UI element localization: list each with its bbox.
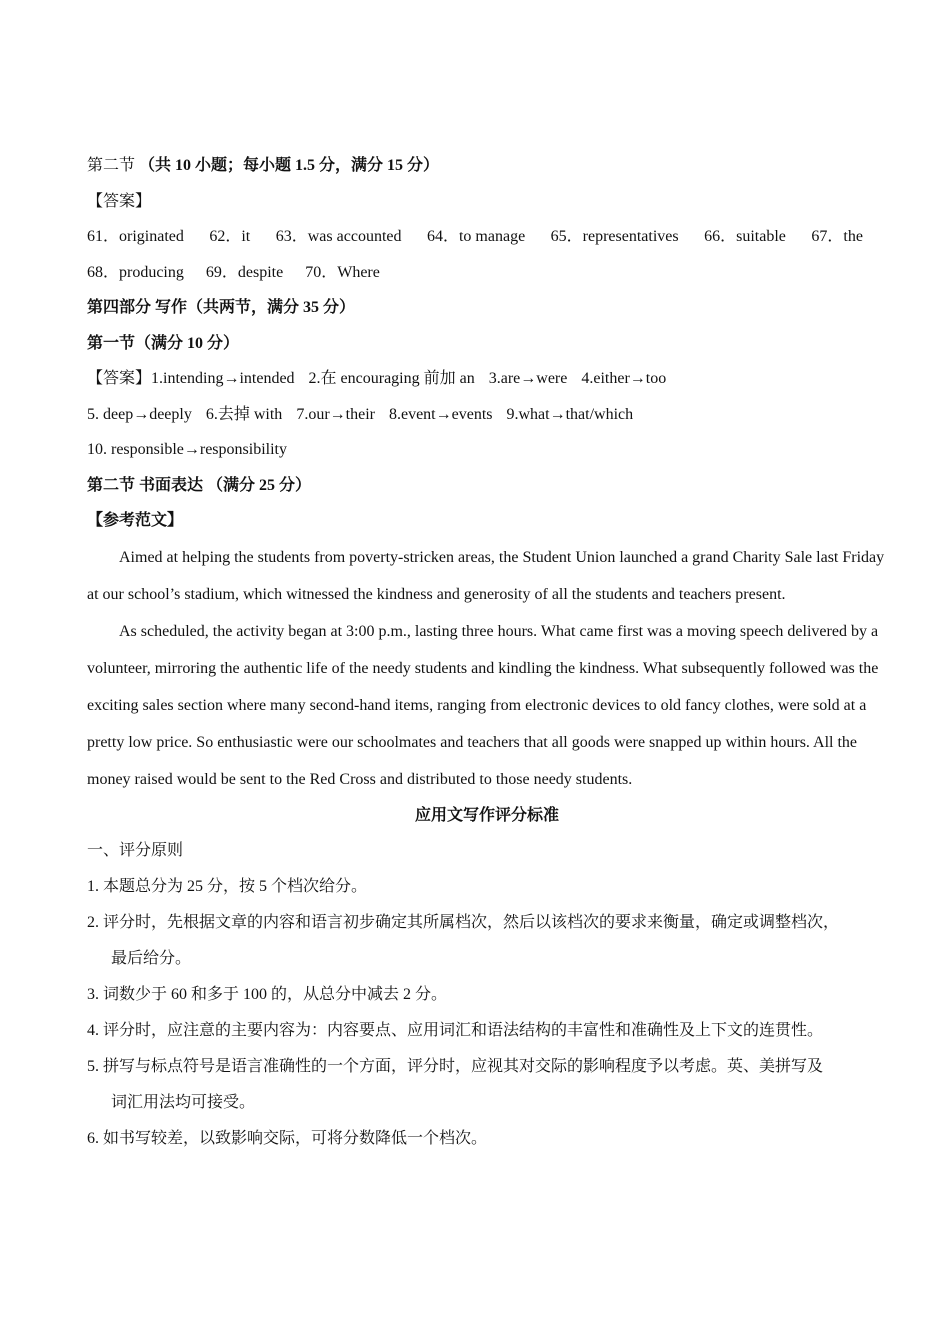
- correction-item: 8.event→events: [388, 405, 493, 423]
- document-page: [87, 148, 887, 1157]
- part4-sec1-title: 第一节（满分 10 分）: [87, 334, 240, 352]
- correction-item: 6.去掉 with: [205, 405, 283, 423]
- corrections-answer-label: 【答案】: [87, 370, 152, 387]
- correction-item: 7.our→their: [296, 405, 375, 423]
- criteria-item-3: 3. 词数少于 60 和多于 100 的，从总分中减去 2 分。: [87, 985, 448, 1003]
- answers-row-2: [87, 255, 887, 291]
- correction-item: 4.either→too: [581, 370, 667, 387]
- answer-item: 70．Where: [305, 263, 380, 281]
- criteria-item-5: 5. 拼写与标点符号是语言准确性的一个方面，评分时，应视其对交际的影响程度予以考虑。英、美拼写及: [87, 1057, 824, 1075]
- answers-row-1: [87, 219, 863, 255]
- correction-item: 2.在 encouraging 前加 an: [308, 370, 475, 387]
- criteria-principle-heading: 一、评分原则: [87, 842, 184, 859]
- answer-item: 63．was accounted: [275, 228, 402, 245]
- sample-paragraph-1: Aimed at helping the students from poverty-stricken areas, the Student Union launched a grand Charity Sale last Friday at our school’s stadium, which witnessed the kindness and generosity of all the students and teachers present.: [87, 548, 885, 603]
- criteria-item-4: 4. 评分时，应注意的主要内容为：内容要点、应用词汇和语法结构的丰富性和准确性及上下文的连贯性。: [87, 1021, 824, 1039]
- criteria-item-5-continued: 词汇用法均可接受。: [111, 1093, 256, 1111]
- section2-scoring: （共 10 小题；每小题 1.5 分，满分 15 分）: [139, 157, 440, 174]
- answer-item: 69．despite: [205, 263, 284, 281]
- criteria-item-1: 1. 本题总分为 25 分，按 5 个档次给分。: [87, 877, 368, 895]
- correction-item: 1.intending→intended: [151, 370, 295, 387]
- corrections-row-1: [87, 361, 887, 397]
- criteria-item-2: 2. 评分时，先根据文章的内容和语言初步确定其所属档次，然后以该档次的要求来衡量，确定或调整档次，: [87, 913, 840, 931]
- answer-item: 62．it: [209, 228, 251, 245]
- correction-item: 3.are→were: [488, 370, 568, 387]
- section2-heading: [87, 148, 887, 184]
- answer-item: 66．suitable: [704, 228, 786, 245]
- sample-paragraph-2: As scheduled, the activity began at 3:00 p.m., lasting three hours. What came first was a moving speech delivered by a volunteer, mirroring the authentic life of the needy students and kindling the kindness. What subsequently followed was the exciting sales section where many second-hand items, ranging from electronic devices to old fancy clothes, were sold at a pretty low price. So enthusiastic were our schoolmates and teachers that all goods were snapped up within hours. All the money raised would be sent to the Red Cross and distributed to those needy students.: [87, 622, 879, 788]
- correction-item: 10. responsible→responsibility: [87, 441, 287, 458]
- criteria-title: 应用文写作评分标准: [414, 806, 559, 824]
- sample-essay-label: 【参考范文】: [87, 512, 184, 529]
- corrections-row-2: [87, 397, 887, 433]
- answer-item: 64．to manage: [426, 228, 526, 245]
- correction-item: 5. deep→deeply: [87, 405, 192, 423]
- section2-title: 第二节: [87, 157, 136, 174]
- answer-item: 61．originated: [87, 228, 184, 245]
- answer-item: 68．producing: [87, 263, 184, 281]
- answer-item: 67．the: [811, 228, 863, 245]
- section2-answer-label: 【答案】: [87, 192, 152, 210]
- corrections-row-3: [87, 432, 887, 468]
- part4-title: 第四部分 写作（共两节，满分 35 分）: [87, 299, 356, 316]
- criteria-item-2-continued: 最后给分。: [111, 949, 192, 967]
- answer-item: 65．representatives: [550, 228, 679, 245]
- correction-item: 9.what→that/which: [506, 405, 634, 423]
- part4-sec2-title: 第二节 书面表达 （满分 25 分）: [87, 476, 312, 494]
- criteria-item-6: 6. 如书写较差，以致影响交际，可将分数降低一个档次。: [87, 1129, 488, 1147]
